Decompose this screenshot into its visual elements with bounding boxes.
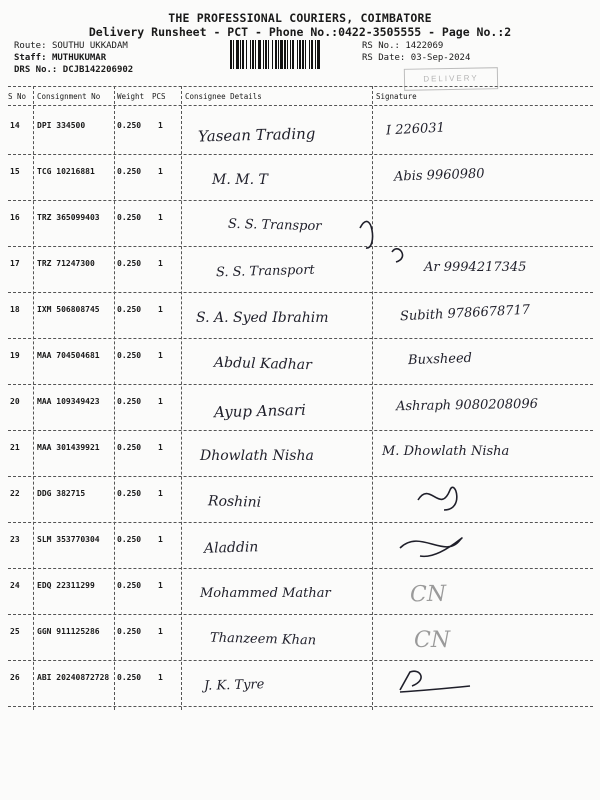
row-weight: 0.250: [117, 489, 142, 498]
row-consignee-handwritten: S. S. Transport: [215, 262, 315, 281]
drs-label: DRS No.:: [14, 65, 58, 75]
row-sno: 14: [10, 121, 20, 130]
row-consignment-no: DPI 334500: [37, 121, 86, 130]
row-weight: 0.250: [117, 581, 142, 590]
col-header-consignee: Consignee Details: [185, 92, 262, 101]
row-consignment-no: IXM 506808745: [37, 305, 100, 314]
delivery-stamp: DELIVERY: [404, 67, 498, 91]
row-consignee-handwritten: Ayup Ansari: [213, 400, 307, 422]
row-consignment-no: TCG 10216881: [37, 167, 95, 176]
row-consignment-no: MAA 704504681: [37, 351, 100, 360]
row-consignee-handwritten: M. M. T: [212, 172, 268, 188]
row-sno: 15: [10, 167, 20, 176]
row-signature-handwritten: Subith 9786678717: [399, 302, 531, 325]
row-pcs: 1: [158, 627, 163, 636]
row-pcs: 1: [158, 213, 163, 222]
staff-value: MUTHUKUMAR: [51, 53, 107, 63]
row-sno: 23: [10, 535, 20, 544]
row-consignment-no: ABI 20240872728: [37, 673, 110, 682]
row-weight: 0.250: [117, 673, 142, 682]
row-pcs: 1: [158, 443, 163, 452]
runsheet-subtitle: Delivery Runsheet - PCT - Phone No.:0422-3505555 - Page No.:2: [88, 25, 512, 39]
row-weight: 0.250: [117, 397, 142, 406]
row-sno: 24: [10, 581, 20, 590]
row-pcs: 1: [158, 121, 163, 130]
row-sno: 26: [10, 673, 20, 682]
row-weight: 0.250: [117, 627, 142, 636]
row-signature-handwritten: Abis 9960980: [393, 166, 485, 185]
row-consignment-no: TRZ 71247300: [37, 259, 95, 268]
row-pcs: 1: [158, 167, 163, 176]
row-weight: 0.250: [117, 121, 142, 130]
company-title: THE PROFESSIONAL COURIERS, COIMBATORE: [168, 11, 432, 25]
row-weight: 0.250: [117, 213, 142, 222]
row-sno: 17: [10, 259, 20, 268]
row-signature-handwritten: Buxsheed: [407, 350, 473, 369]
row-pcs: 1: [158, 259, 163, 268]
row-consignee-handwritten: Thanzeem Khan: [209, 630, 317, 649]
row-consignment-no: GGN 911125286: [37, 627, 100, 636]
row-weight: 0.250: [117, 167, 142, 176]
row-signature-handwritten: Ashraph 9080208096: [395, 396, 539, 415]
staff-label: Staff:: [14, 53, 47, 63]
rs-no-label: RS No.:: [362, 41, 400, 51]
row-sno: 25: [10, 627, 20, 636]
row-sno: 20: [10, 397, 20, 406]
rs-date-label: RS Date:: [362, 53, 406, 63]
row-consignee-handwritten: Aladdin: [203, 539, 259, 557]
row-sno: 21: [10, 443, 20, 452]
row-pcs: 1: [158, 535, 163, 544]
col-header-consignment: Consignment No: [37, 92, 101, 101]
col-header-weight: Weight: [117, 92, 145, 101]
row-pcs: 1: [158, 397, 163, 406]
row-consignee-handwritten: Dhowlath Nisha: [200, 448, 314, 464]
rs-no-value: 1422069: [405, 41, 444, 51]
row-signature-handwritten: CN: [414, 628, 451, 653]
col-header-pcs: PCS: [152, 92, 166, 101]
row-sno: 22: [10, 489, 20, 498]
row-consignee-handwritten: S. A. Syed Ibrahim: [196, 310, 329, 326]
row-consignee-handwritten: Mohammed Mathar: [200, 586, 331, 601]
row-consignment-no: MAA 301439921: [37, 443, 100, 452]
row-pcs: 1: [158, 305, 163, 314]
row-consignee-handwritten: S. S. Transpor: [227, 216, 322, 235]
row-consignee-handwritten: J. K. Tyre: [203, 677, 265, 694]
col-header-signature: Signature: [376, 92, 417, 101]
row-signature-handwritten: CN: [409, 581, 447, 608]
row-pcs: 1: [158, 351, 163, 360]
row-weight: 0.250: [117, 351, 142, 360]
row-weight: 0.250: [117, 443, 142, 452]
row-consignment-no: TRZ 365099403: [37, 213, 100, 222]
row-consignment-no: DDG 382715: [37, 489, 86, 498]
drs-value: DCJB142206902: [62, 65, 134, 75]
rs-date-value: 03-Sep-2024: [410, 53, 471, 63]
route-label: Route:: [14, 41, 47, 51]
row-pcs: 1: [158, 581, 163, 590]
row-pcs: 1: [158, 489, 163, 498]
row-pcs: 1: [158, 673, 163, 682]
route-value: SOUTHU UKKADAM: [51, 41, 128, 51]
row-consignee-handwritten: Roshini: [207, 493, 262, 511]
row-consignee-handwritten: Abdul Kadhar: [213, 354, 313, 374]
row-consignment-no: SLM 353770304: [37, 535, 100, 544]
row-sno: 16: [10, 213, 20, 222]
row-signature-handwritten: M. Dhowlath Nisha: [382, 444, 510, 459]
row-signature-handwritten: I 226031: [385, 120, 446, 139]
row-weight: 0.250: [117, 259, 142, 268]
row-sno: 18: [10, 305, 20, 314]
signature-stroke: [400, 671, 470, 692]
row-consignment-no: MAA 109349423: [37, 397, 100, 406]
row-weight: 0.250: [117, 535, 142, 544]
row-signature-handwritten: Ar 9994217345: [424, 260, 527, 275]
row-consignee-handwritten: Yasean Trading: [197, 124, 316, 146]
col-header-sno: S No: [8, 92, 27, 101]
row-consignment-no: EDQ 22311299: [37, 581, 95, 590]
row-weight: 0.250: [117, 305, 142, 314]
row-sno: 19: [10, 351, 20, 360]
